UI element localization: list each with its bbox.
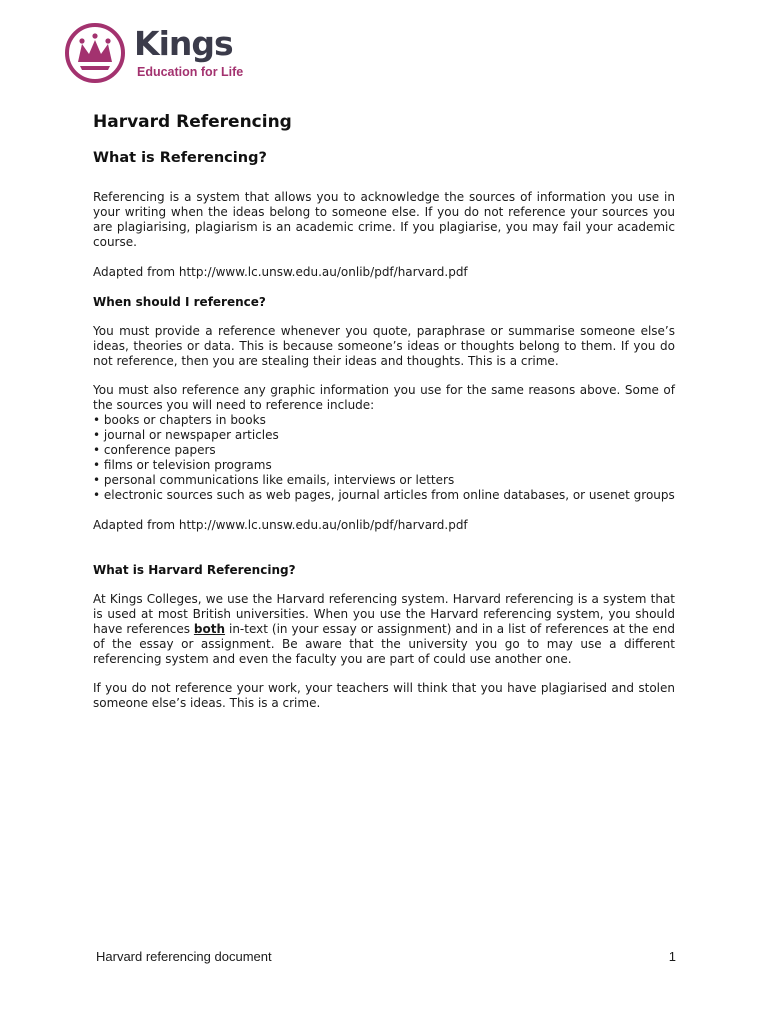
logo-tagline: Education for Life: [137, 65, 244, 79]
paragraph-text-part: in-text (in your essay or assignment) and in a list of references at the end of the essay or assignment. Be aware that the university you go to may use a different referencing system and even the faculty you are part of could use another one.: [93, 622, 675, 666]
adapted-from-note: Adapted from http://www.lc.unsw.edu.au/onlib/pdf/harvard.pdf: [93, 518, 468, 532]
document-body: [93, 110, 675, 711]
emphasis-both: both: [193, 622, 226, 636]
section-heading-what-is-harvard: What is Harvard Referencing?: [93, 563, 296, 577]
adapted-from-note: Adapted from http://www.lc.unsw.edu.au/onlib/pdf/harvard.pdf: [93, 265, 468, 279]
section-heading-when-to-reference: When should I reference?: [93, 295, 266, 309]
document-title: Harvard Referencing: [93, 112, 292, 132]
kings-crown-icon: [64, 22, 126, 84]
footer-label: Harvard referencing document: [96, 949, 272, 964]
page-footer: [96, 949, 676, 965]
paragraph-referencing-definition: Referencing is a system that allows you to acknowledge the sources of information you use in your writing when the ideas belong to someone else. If you do not reference your sources you are plagiarising, plagiarism is an academic crime. If you plagiarise, you may fail your academic course.: [93, 190, 675, 249]
list-item: • journal or newspaper articles: [93, 428, 279, 442]
paragraph-plagiarism-warning: If you do not reference your work, your teachers will think that you have plagiarised and stolen someone else’s ideas. This is a crime.: [93, 681, 675, 710]
paragraph-when-to-reference: You must provide a reference whenever you quote, paraphrase or summarise someone else’s ideas, theories or data. This is because someone’s ideas or thoughts belong to them. If you do not reference, then you are stealing their ideas and thoughts. This is a crime.: [93, 324, 675, 368]
source-types-list: [93, 413, 675, 503]
kings-logo: [64, 22, 254, 84]
section-heading-what-is-referencing: What is Referencing?: [93, 150, 267, 166]
logo-wordmark: Kings: [134, 24, 233, 63]
list-item: • electronic sources such as web pages, journal articles from online databases, or usenet groups: [93, 488, 675, 502]
list-item: • conference papers: [93, 443, 216, 457]
list-item: • books or chapters in books: [93, 413, 266, 427]
list-item: • personal communications like emails, interviews or letters: [93, 473, 455, 487]
list-item: • films or television programs: [93, 458, 272, 472]
paragraph-harvard-system: [93, 592, 675, 667]
paragraph-text-part: At Kings Colleges, we use the Harvard referencing system. Harvard referencing is a system that is used at most British universities. When you use the Harvard referencing system, you should have references: [93, 592, 675, 636]
page-number: 1: [668, 949, 676, 964]
paragraph-graphic-information: You must also reference any graphic information you use for the same reasons above. Some of the sources you will need to reference include:: [93, 383, 675, 412]
